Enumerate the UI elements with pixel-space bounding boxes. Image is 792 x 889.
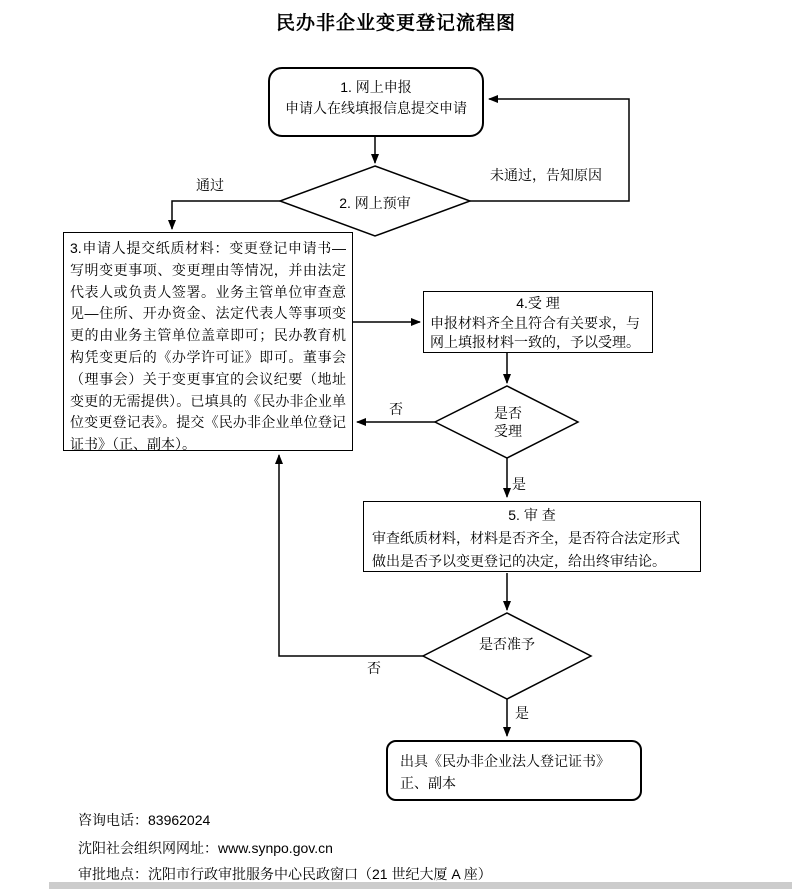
node-step3-materials: 3.申请人提交纸质材料：变更登记申请书—写明变更事项、变更理由等情况，并由法定代表人或负责人签署。业务主管单位审查意见—住所、开办资金、法定代表人等事项变更的由业务主管单位盖章即可；民办教育机构凭变更后的《办学许可证》即可。董事会（理事会）关于变更事宜的会议纪要（地址变更的无需提供）。已填具的《民办非企业单位变更登记表》。提交《民办非企业单位登记证书》（正、副本）。 — [63, 232, 353, 451]
step5-title: 5. 审 查 — [508, 507, 556, 523]
step1-title: 1. 网上申报 — [340, 79, 412, 95]
edge-label-accept-yes: 是 — [512, 476, 526, 492]
footer-phone: 咨询电话：83962024 — [78, 812, 211, 828]
node-step5-review — [363, 501, 701, 572]
step5-body: 审查纸质材料，材料是否齐全，是否符合法定形式做出是否予以变更登记的决定，给出终审结论。 — [372, 530, 680, 569]
footer-location: 审批地点：沈阳市行政审批服务中心民政窗口（21 世纪大厦 A 座） — [78, 866, 492, 882]
node-step4-accept — [423, 291, 653, 353]
bottom-strip — [49, 882, 792, 889]
step4-title: 4.受 理 — [516, 295, 560, 311]
edge-label-fail: 未通过，告知原因 — [490, 167, 602, 183]
edge-label-accept-no: 否 — [389, 401, 403, 417]
edge-label-approve-no: 否 — [367, 660, 381, 676]
decision-accept-label — [458, 404, 558, 440]
node-result-certificate: 出具《民办非企业法人登记证书》正、副本 — [386, 740, 642, 801]
edge-label-pass: 通过 — [196, 177, 224, 193]
decision-accept-line1: 是否 — [494, 405, 522, 421]
step4-body: 申报材料齐全且符合有关要求，与网上填报材料一致的，予以受理。 — [430, 314, 640, 350]
decision-accept-line2: 受理 — [494, 423, 522, 439]
decision-approve-label: 是否准予 — [479, 636, 535, 652]
node-step1-online-declare — [268, 67, 484, 137]
edge-label-approve-yes: 是 — [515, 705, 529, 721]
footer-website: 沈阳社会组织网网址：www.synpo.gov.cn — [78, 840, 333, 856]
decision-preview-label: 2. 网上预审 — [339, 195, 411, 211]
page-title: 民办非企业变更登记流程图 — [275, 13, 516, 34]
decision-approve-diamond — [423, 613, 591, 699]
step1-body: 申请人在线填报信息提交申请 — [285, 100, 467, 116]
